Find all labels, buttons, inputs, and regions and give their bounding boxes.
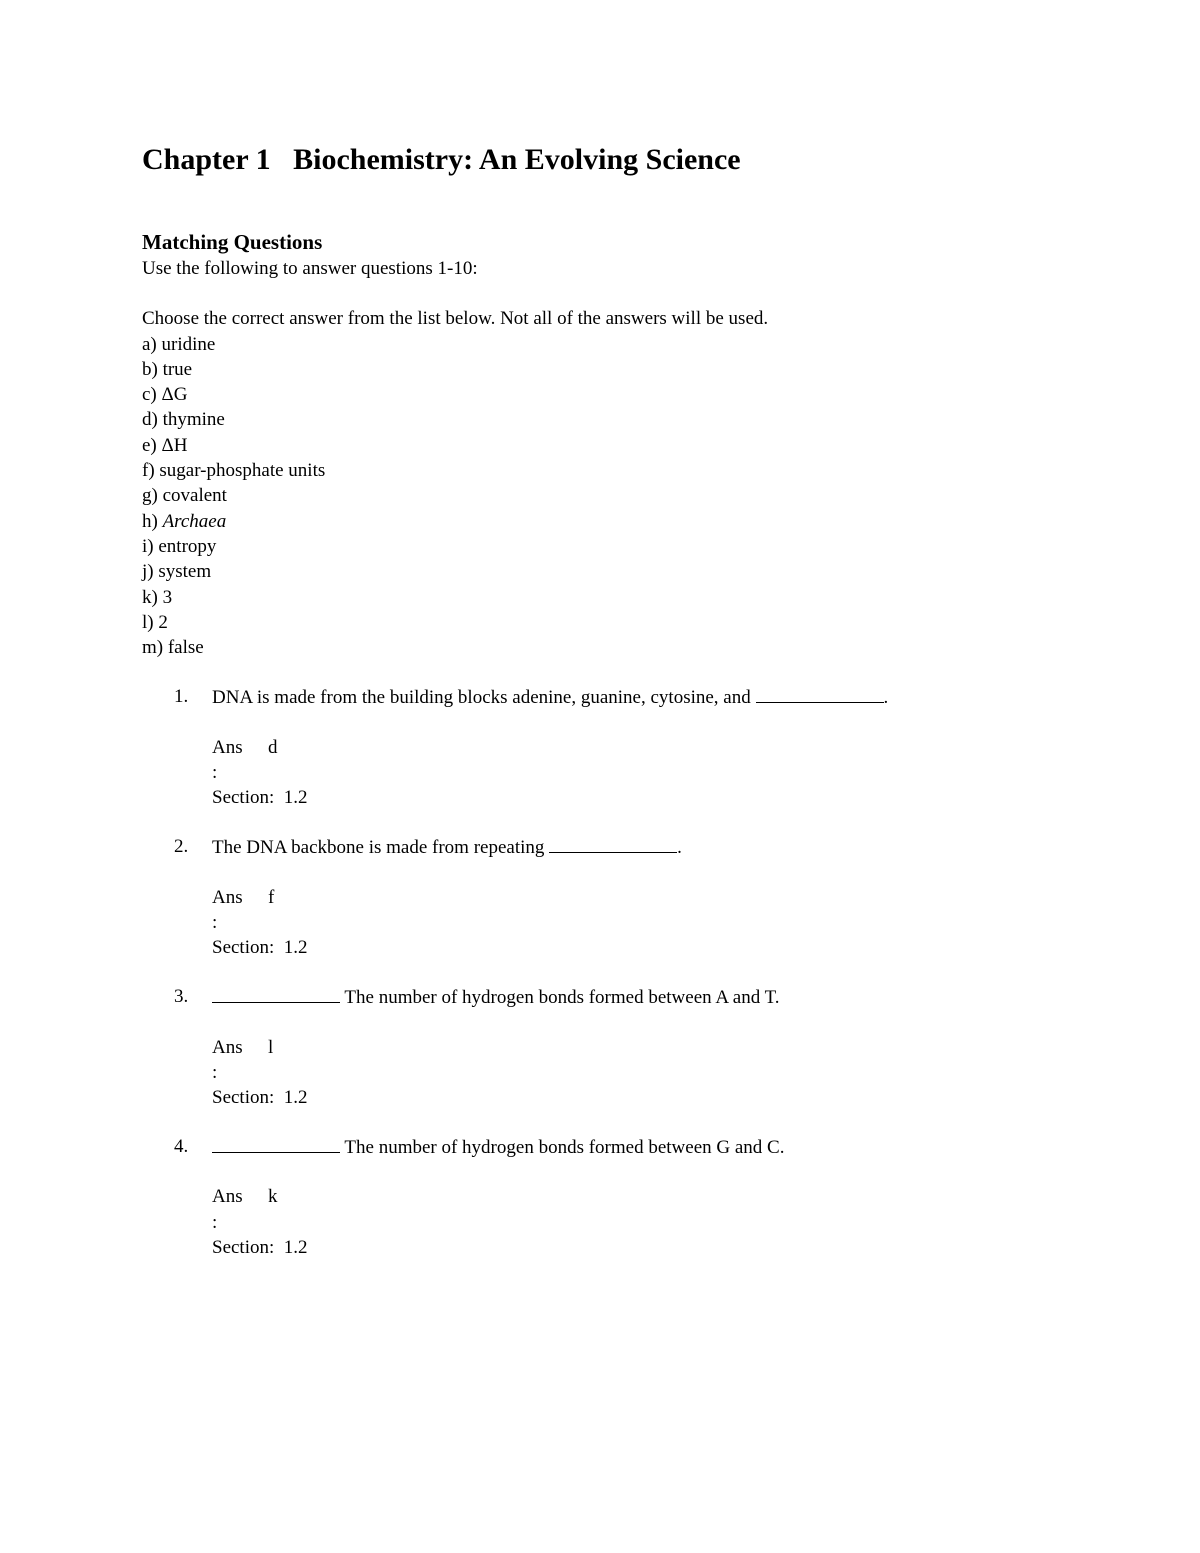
section-label: Section: (212, 1236, 275, 1258)
section-heading: Matching Questions (142, 230, 323, 254)
answer-options-list (142, 332, 1042, 661)
section-value: 1.2 (283, 1236, 308, 1258)
answer-block (212, 885, 1042, 961)
option-l: l) 2 (142, 611, 168, 633)
answer-colon: : (212, 762, 218, 784)
question-4 (142, 1134, 1042, 1260)
section-value: 1.2 (283, 1086, 308, 1108)
option-h: h) Archaea (142, 510, 227, 532)
question-text: The number of hydrogen bonds formed between G and C. (212, 1134, 1042, 1160)
questions-list (142, 684, 1042, 1260)
question-1 (142, 684, 1042, 810)
section-label: Section: (212, 1086, 275, 1108)
option-j: j) system (142, 561, 212, 583)
answer-blank (549, 834, 677, 853)
question-number: 4. (174, 1136, 189, 1158)
option-i: i) entropy (142, 535, 217, 557)
instruction-text: Choose the correct answer from the list below. Not all of the answers will be used. (142, 308, 769, 330)
option-k: k) 3 (142, 586, 173, 608)
section-value: 1.2 (283, 787, 308, 809)
option-b: b) true (142, 358, 193, 380)
option-e: e) ΔH (142, 434, 188, 456)
answer-label: Ans (212, 736, 243, 758)
option-d: d) thymine (142, 409, 225, 431)
answer-colon: : (212, 1061, 218, 1083)
answer-colon: : (212, 1211, 218, 1233)
answer-value: f (268, 886, 275, 908)
answer-blank (756, 684, 884, 703)
chapter-title: Chapter 1 Biochemistry: An Evolving Science (142, 143, 741, 176)
section-label: Section: (212, 936, 275, 958)
question-text: DNA is made from the building blocks adenine, guanine, cytosine, and . (212, 684, 1042, 710)
question-text: The number of hydrogen bonds formed between A and T. (212, 984, 1042, 1010)
question-text: The DNA backbone is made from repeating . (212, 834, 1042, 860)
option-m: m) false (142, 637, 204, 659)
answer-label: Ans (212, 1186, 243, 1208)
option-c: c) ΔG (142, 384, 188, 406)
option-a: a) uridine (142, 333, 216, 355)
question-number: 3. (174, 986, 189, 1008)
question-2 (142, 834, 1042, 960)
answer-colon: : (212, 911, 218, 933)
question-number: 1. (174, 686, 189, 708)
answer-blank (212, 984, 340, 1003)
option-f: f) sugar-phosphate units (142, 460, 326, 482)
section-value: 1.2 (283, 936, 308, 958)
answer-label: Ans (212, 886, 243, 908)
answer-label: Ans (212, 1036, 243, 1058)
option-g: g) covalent (142, 485, 227, 507)
section-label: Section: (212, 787, 275, 809)
answer-block (212, 1184, 1042, 1260)
intro-text: Use the following to answer questions 1-10: (142, 258, 478, 279)
answer-value: d (268, 736, 278, 758)
answer-value: l (268, 1036, 274, 1058)
question-3 (142, 984, 1042, 1110)
answer-block (212, 1035, 1042, 1111)
answer-value: k (268, 1186, 278, 1208)
answer-blank (212, 1134, 340, 1153)
question-number: 2. (174, 836, 189, 858)
document-page (142, 140, 1042, 1284)
answer-block (212, 735, 1042, 811)
